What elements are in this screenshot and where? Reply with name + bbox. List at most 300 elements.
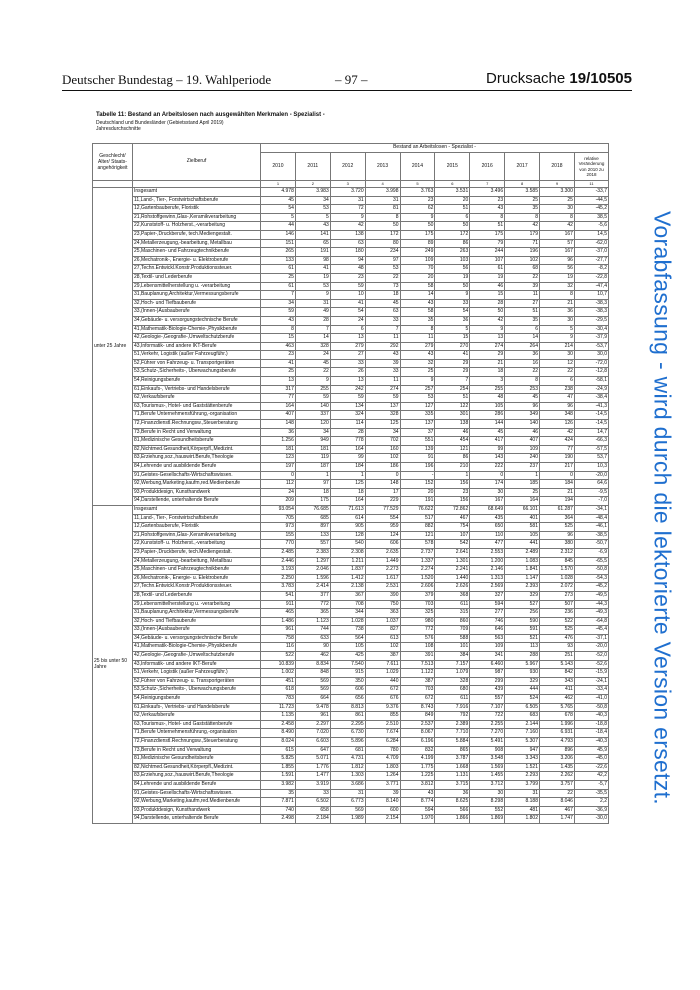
change-cell: -12,8 bbox=[574, 368, 608, 377]
value-cell: 0 bbox=[540, 471, 575, 480]
change-cell: -44,5 bbox=[574, 196, 608, 205]
value-cell: 18 bbox=[470, 368, 505, 377]
change-cell: -30,4 bbox=[574, 325, 608, 334]
value-cell: 3.496 bbox=[470, 188, 505, 197]
value-cell: 915 bbox=[330, 669, 365, 678]
zielberuf-cell: 62,Verkaufsberufe bbox=[133, 394, 261, 403]
value-cell: 9.376 bbox=[365, 703, 400, 712]
value-cell: 33 bbox=[435, 299, 470, 308]
value-cell: 328 bbox=[435, 677, 470, 686]
zielberuf-cell: 94,Darstellende, unterhaltende Berufe bbox=[133, 815, 261, 824]
column-index: 7 bbox=[470, 181, 505, 188]
value-cell: 350 bbox=[330, 677, 365, 686]
zielberuf-cell: 43,Informatik- und andere IKT-Berufe bbox=[133, 660, 261, 669]
table-row bbox=[93, 634, 609, 643]
value-cell: 251 bbox=[540, 652, 575, 661]
value-cell: 11 bbox=[400, 334, 435, 343]
table-row bbox=[93, 359, 609, 368]
change-cell: -5,7 bbox=[574, 780, 608, 789]
value-cell: 31 bbox=[295, 299, 330, 308]
value-cell: 43 bbox=[365, 351, 400, 360]
value-cell: 542 bbox=[435, 540, 470, 549]
value-cell: 2.154 bbox=[365, 815, 400, 824]
value-cell: 19 bbox=[540, 273, 575, 282]
zielberuf-cell: 94,Darstellende, unterhaltende Berufe bbox=[133, 497, 261, 506]
value-cell: 8 bbox=[505, 213, 540, 222]
change-cell: -8,2 bbox=[574, 265, 608, 274]
value-cell: 827 bbox=[365, 626, 400, 635]
value-cell: 28 bbox=[295, 316, 330, 325]
zielberuf-cell: 91,Geistes-Gesellschafts-Wirtschaftswissen. bbox=[133, 789, 261, 798]
value-cell: 1.029 bbox=[365, 669, 400, 678]
value-cell: 1.028 bbox=[540, 574, 575, 583]
value-cell: 53 bbox=[295, 282, 330, 291]
value-cell: 860 bbox=[435, 617, 470, 626]
value-cell: 1.200 bbox=[470, 557, 505, 566]
value-cell: 849 bbox=[400, 712, 435, 721]
value-cell: 42 bbox=[540, 428, 575, 437]
table-row bbox=[93, 394, 609, 403]
watermark-box bbox=[642, 108, 682, 908]
header-drucksache-number: 19/10505 bbox=[569, 70, 632, 87]
value-cell: 11.723 bbox=[261, 703, 296, 712]
table-row bbox=[93, 480, 609, 489]
table-row bbox=[93, 591, 609, 600]
value-cell: 8 bbox=[261, 325, 296, 334]
value-cell: 184 bbox=[330, 463, 365, 472]
table-title: Tabelle 11: Bestand an Arbeitslosen nach ausgewählten Merkmalen - Spezialist - bbox=[96, 112, 325, 118]
value-cell: 1.079 bbox=[435, 669, 470, 678]
value-cell: 7.020 bbox=[295, 729, 330, 738]
value-cell: 563 bbox=[470, 634, 505, 643]
change-cell: -50,8 bbox=[574, 566, 608, 575]
table-row bbox=[93, 652, 609, 661]
value-cell: 29 bbox=[435, 368, 470, 377]
table-row bbox=[93, 445, 609, 454]
value-cell: 3.757 bbox=[540, 780, 575, 789]
value-cell: 54 bbox=[330, 308, 365, 317]
zielberuf-cell: 28,Textil- und Lederberufe bbox=[133, 591, 261, 600]
change-cell: -37,9 bbox=[574, 334, 608, 343]
value-cell: 2.393 bbox=[505, 583, 540, 592]
table-row bbox=[93, 505, 609, 514]
table-row bbox=[93, 669, 609, 678]
value-cell: 2.489 bbox=[505, 548, 540, 557]
value-cell: 45 bbox=[365, 299, 400, 308]
change-cell: -14,5 bbox=[574, 420, 608, 429]
value-cell: 151 bbox=[261, 239, 296, 248]
value-cell: 7.916 bbox=[435, 703, 470, 712]
value-cell: 564 bbox=[330, 634, 365, 643]
value-cell: 6.502 bbox=[295, 798, 330, 807]
value-cell: 1.596 bbox=[295, 574, 330, 583]
table-row bbox=[93, 540, 609, 549]
value-cell: 24 bbox=[261, 488, 296, 497]
value-cell: 164 bbox=[261, 402, 296, 411]
value-cell: 29 bbox=[470, 351, 505, 360]
value-cell: 86 bbox=[435, 239, 470, 248]
table-row bbox=[93, 411, 609, 420]
value-cell: 51 bbox=[505, 308, 540, 317]
value-cell: 51 bbox=[435, 394, 470, 403]
value-cell: 9 bbox=[540, 334, 575, 343]
value-cell: 8 bbox=[505, 377, 540, 386]
value-cell: 1.855 bbox=[261, 763, 296, 772]
value-cell: 7.157 bbox=[435, 660, 470, 669]
zielberuf-cell: Insgesamt bbox=[133, 505, 261, 514]
value-cell: 588 bbox=[435, 634, 470, 643]
value-cell: 274 bbox=[365, 385, 400, 394]
value-cell: 2.485 bbox=[261, 548, 296, 557]
value-cell: 77 bbox=[261, 394, 296, 403]
value-cell: 6.730 bbox=[330, 729, 365, 738]
value-cell: 401 bbox=[505, 514, 540, 523]
value-cell: 109 bbox=[505, 445, 540, 454]
value-cell: 6.931 bbox=[540, 729, 575, 738]
value-cell: 156 bbox=[435, 497, 470, 506]
value-cell: 3.531 bbox=[435, 188, 470, 197]
value-cell: 244 bbox=[470, 248, 505, 257]
table-row bbox=[93, 463, 609, 472]
value-cell: 99 bbox=[330, 454, 365, 463]
table-body bbox=[93, 188, 609, 824]
index-empty bbox=[93, 181, 133, 188]
value-cell: 41 bbox=[330, 299, 365, 308]
value-cell: 780 bbox=[365, 746, 400, 755]
value-cell: 42 bbox=[470, 316, 505, 325]
table-row bbox=[93, 402, 609, 411]
value-cell: 363 bbox=[365, 609, 400, 618]
change-cell: -35,5 bbox=[574, 789, 608, 798]
value-cell: 5.071 bbox=[295, 755, 330, 764]
value-cell: 53 bbox=[295, 205, 330, 214]
value-cell: 961 bbox=[295, 712, 330, 721]
zielberuf-cell: 32,Hoch- und Tiefbauberufe bbox=[133, 617, 261, 626]
value-cell: 337 bbox=[295, 411, 330, 420]
zielberuf-cell: 31,Bauplanung,Architektur,Vermessungsberufe bbox=[133, 291, 261, 300]
value-cell: 80 bbox=[365, 239, 400, 248]
zielberuf-cell: 51,Verkehr, Logistik (außer Fahrzeugführ.) bbox=[133, 669, 261, 678]
value-cell: 93.054 bbox=[261, 505, 296, 514]
value-cell: 31 bbox=[365, 196, 400, 205]
table-row bbox=[93, 583, 609, 592]
table-row bbox=[93, 806, 609, 815]
value-cell: 4.709 bbox=[365, 755, 400, 764]
value-cell: 25 bbox=[540, 196, 575, 205]
value-cell: 12 bbox=[540, 359, 575, 368]
value-cell: 164 bbox=[330, 445, 365, 454]
value-cell: 98 bbox=[295, 256, 330, 265]
value-cell: 703 bbox=[400, 600, 435, 609]
value-cell: 5 bbox=[261, 213, 296, 222]
column-index: 5 bbox=[400, 181, 435, 188]
value-cell: 930 bbox=[505, 669, 540, 678]
value-cell: 476 bbox=[540, 634, 575, 643]
value-cell: 102 bbox=[365, 643, 400, 652]
value-cell: 133 bbox=[261, 256, 296, 265]
value-cell: 61 bbox=[470, 265, 505, 274]
value-cell: 865 bbox=[435, 746, 470, 755]
zielberuf-cell: 12,Gartenbauberufe, Floristik bbox=[133, 523, 261, 532]
value-cell: 9 bbox=[435, 291, 470, 300]
column-index: 4 bbox=[365, 181, 400, 188]
value-cell: 15 bbox=[261, 334, 296, 343]
value-cell: 8 bbox=[400, 325, 435, 334]
value-cell: 451 bbox=[261, 677, 296, 686]
value-cell: 2.144 bbox=[505, 720, 540, 729]
value-cell: 387 bbox=[400, 677, 435, 686]
value-cell: 9 bbox=[330, 213, 365, 222]
value-cell: 364 bbox=[540, 514, 575, 523]
value-cell: 126 bbox=[540, 420, 575, 429]
value-cell: 5 bbox=[295, 213, 330, 222]
value-cell: 61.287 bbox=[540, 505, 575, 514]
value-cell: 1.812 bbox=[330, 763, 365, 772]
value-cell: 194 bbox=[540, 497, 575, 506]
value-cell: 240 bbox=[505, 454, 540, 463]
zielberuf-cell: 12,Gartenbauberufe, Floristik bbox=[133, 205, 261, 214]
value-cell: 36 bbox=[540, 308, 575, 317]
change-cell: -57,5 bbox=[574, 445, 608, 454]
value-cell: 175 bbox=[295, 497, 330, 506]
value-cell: 329 bbox=[505, 677, 540, 686]
zielberuf-cell: 24,Metallerzeugung,-bearbeitung, Metallbau bbox=[133, 557, 261, 566]
value-cell: 1.028 bbox=[330, 617, 365, 626]
value-cell: 3.998 bbox=[365, 188, 400, 197]
value-cell: 73 bbox=[365, 282, 400, 291]
value-cell: 783 bbox=[261, 695, 296, 704]
value-cell: 26 bbox=[330, 368, 365, 377]
value-cell: 367 bbox=[330, 591, 365, 600]
value-cell: 7.710 bbox=[435, 729, 470, 738]
change-cell: -65,5 bbox=[574, 557, 608, 566]
value-cell: 33 bbox=[295, 789, 330, 798]
value-cell: 7.270 bbox=[470, 729, 505, 738]
value-cell: 5.896 bbox=[330, 738, 365, 747]
value-cell: 18 bbox=[365, 291, 400, 300]
value-cell: 59 bbox=[330, 394, 365, 403]
value-cell: 11 bbox=[365, 377, 400, 386]
value-cell: 43 bbox=[295, 222, 330, 231]
value-cell: 89 bbox=[400, 239, 435, 248]
change-cell: -15,9 bbox=[574, 669, 608, 678]
value-cell: 33 bbox=[365, 368, 400, 377]
change-cell: -40,3 bbox=[574, 738, 608, 747]
value-cell: 424 bbox=[540, 437, 575, 446]
change-cell: 14,5 bbox=[574, 230, 608, 239]
value-cell: 167 bbox=[540, 230, 575, 239]
change-cell: -49,5 bbox=[574, 591, 608, 600]
value-cell: 62 bbox=[400, 205, 435, 214]
watermark-text: Vorabfassung - wird durch die lektorierte Version ersetzt. bbox=[649, 211, 676, 805]
value-cell: 8.813 bbox=[330, 703, 365, 712]
value-cell: 1.837 bbox=[330, 566, 365, 575]
value-cell: 341 bbox=[470, 652, 505, 661]
value-cell: 1.591 bbox=[261, 772, 296, 781]
zielberuf-cell: 28,Textil- und Lederberufe bbox=[133, 273, 261, 282]
value-cell: 481 bbox=[505, 806, 540, 815]
value-cell: 50 bbox=[435, 282, 470, 291]
table-row bbox=[93, 763, 609, 772]
zielberuf-cell: 63,Tourismus-, Hotel- und Gaststättenberufe bbox=[133, 720, 261, 729]
value-cell: 53 bbox=[365, 265, 400, 274]
value-cell: 467 bbox=[435, 514, 470, 523]
value-cell: 43 bbox=[400, 299, 435, 308]
value-cell: 7.107 bbox=[470, 703, 505, 712]
value-cell: 5.967 bbox=[505, 660, 540, 669]
value-cell: 59 bbox=[261, 308, 296, 317]
table-row bbox=[93, 316, 609, 325]
change-cell: -24,1 bbox=[574, 677, 608, 686]
value-cell: 1.477 bbox=[295, 772, 330, 781]
zielberuf-cell: 91,Geistes-Gesellschafts-Wirtschaftswissen. bbox=[133, 471, 261, 480]
table-row bbox=[93, 188, 609, 197]
value-cell: 1.147 bbox=[505, 574, 540, 583]
table-row bbox=[93, 497, 609, 506]
value-cell: 407 bbox=[261, 411, 296, 420]
value-cell: 467 bbox=[540, 806, 575, 815]
value-cell: 30 bbox=[470, 789, 505, 798]
table-row bbox=[93, 660, 609, 669]
table-row bbox=[93, 548, 609, 557]
value-cell: 125 bbox=[365, 420, 400, 429]
value-cell: 647 bbox=[295, 746, 330, 755]
value-cell: 76.685 bbox=[295, 505, 330, 514]
value-cell: 6.460 bbox=[470, 660, 505, 669]
value-cell: 50 bbox=[470, 308, 505, 317]
value-cell: 387 bbox=[365, 652, 400, 661]
change-cell: -27,7 bbox=[574, 256, 608, 265]
zielberuf-cell: 29,Lebensmittelherstellung u. -verarbeitung bbox=[133, 282, 261, 291]
value-cell: 54 bbox=[435, 308, 470, 317]
value-cell: 292 bbox=[365, 342, 400, 351]
value-cell: 0 bbox=[261, 471, 296, 480]
value-cell: - bbox=[400, 471, 435, 480]
value-cell: 96 bbox=[505, 402, 540, 411]
value-cell: 59 bbox=[330, 282, 365, 291]
value-cell: 93 bbox=[540, 643, 575, 652]
value-cell: 3.783 bbox=[261, 583, 296, 592]
value-cell: 27 bbox=[505, 299, 540, 308]
value-cell: 156 bbox=[435, 480, 470, 489]
value-cell: 249 bbox=[400, 248, 435, 257]
change-cell: -72,0 bbox=[574, 359, 608, 368]
value-cell: 703 bbox=[400, 686, 435, 695]
value-cell: 44 bbox=[261, 222, 296, 231]
value-cell: 633 bbox=[295, 634, 330, 643]
value-cell: 21 bbox=[540, 488, 575, 497]
change-cell: -49,3 bbox=[574, 609, 608, 618]
value-cell: 255 bbox=[295, 385, 330, 394]
table-row bbox=[93, 772, 609, 781]
value-cell: 792 bbox=[435, 712, 470, 721]
value-cell: 134 bbox=[330, 402, 365, 411]
value-cell: 186 bbox=[365, 463, 400, 472]
value-cell: 47 bbox=[540, 394, 575, 403]
change-cell: -20,0 bbox=[574, 643, 608, 652]
value-cell: 116 bbox=[261, 643, 296, 652]
value-cell: 417 bbox=[470, 437, 505, 446]
value-cell: 664 bbox=[295, 695, 330, 704]
value-cell: 61 bbox=[261, 282, 296, 291]
value-cell: 35 bbox=[261, 789, 296, 798]
zielberuf-cell: 73,Berufe in Recht und Verwaltung bbox=[133, 428, 261, 437]
value-cell: 2.553 bbox=[470, 548, 505, 557]
change-cell: -45,4 bbox=[574, 626, 608, 635]
value-cell: 119 bbox=[295, 454, 330, 463]
value-cell: 2.184 bbox=[295, 815, 330, 824]
table-period: Jahresdurchschnitte bbox=[96, 126, 141, 132]
value-cell: 167 bbox=[470, 497, 505, 506]
zielberuf-cell: 41,Mathematik-Biologie-Chemie-,Physikberufe bbox=[133, 325, 261, 334]
zielberuf-cell: 26,Mechatronik-, Energie- u. Elektroberufe bbox=[133, 256, 261, 265]
zielberuf-cell: 73,Berufe in Recht und Verwaltung bbox=[133, 746, 261, 755]
table-row bbox=[93, 523, 609, 532]
value-cell: 172 bbox=[365, 230, 400, 239]
value-cell: 517 bbox=[400, 514, 435, 523]
zielberuf-cell: 82,Nichtmed.Gesundheit,Körperpfl.,Medizint. bbox=[133, 763, 261, 772]
value-cell: 1.435 bbox=[540, 763, 575, 772]
value-cell: 980 bbox=[400, 617, 435, 626]
value-cell: 772 bbox=[400, 626, 435, 635]
table-row bbox=[93, 308, 609, 317]
table-row bbox=[93, 273, 609, 282]
value-cell: 407 bbox=[505, 437, 540, 446]
value-cell: 557 bbox=[295, 540, 330, 549]
change-cell: -36,9 bbox=[574, 806, 608, 815]
value-cell: 1.570 bbox=[540, 566, 575, 575]
value-cell: 672 bbox=[365, 686, 400, 695]
value-cell: 1.264 bbox=[365, 772, 400, 781]
value-cell: 911 bbox=[261, 600, 296, 609]
value-cell: 279 bbox=[330, 342, 365, 351]
value-cell: 2.414 bbox=[295, 583, 330, 592]
zielberuf-cell: 81,Medizinische Gesundheitsberufe bbox=[133, 755, 261, 764]
value-cell: 36 bbox=[505, 351, 540, 360]
table-row bbox=[93, 798, 609, 807]
value-cell: 36 bbox=[261, 428, 296, 437]
value-cell: 1.449 bbox=[365, 557, 400, 566]
zielberuf-cell: 29,Lebensmittelherstellung u. -verarbeitung bbox=[133, 600, 261, 609]
zielberuf-cell: 93,Produktdesign, Kunsthandwerk bbox=[133, 488, 261, 497]
value-cell: 30 bbox=[540, 205, 575, 214]
value-cell: 594 bbox=[400, 806, 435, 815]
value-cell: 30 bbox=[540, 351, 575, 360]
value-cell: 22 bbox=[540, 368, 575, 377]
value-cell: 35 bbox=[400, 316, 435, 325]
value-cell: 521 bbox=[505, 634, 540, 643]
value-cell: 2.498 bbox=[261, 815, 296, 824]
change-cell: -9,5 bbox=[574, 488, 608, 497]
value-cell: 2.312 bbox=[540, 548, 575, 557]
value-cell: 8 bbox=[365, 213, 400, 222]
table-row bbox=[93, 213, 609, 222]
value-cell: 133 bbox=[295, 531, 330, 540]
change-cell: 30,0 bbox=[574, 351, 608, 360]
value-cell: 22 bbox=[295, 368, 330, 377]
table-row bbox=[93, 626, 609, 635]
zielberuf-cell: 83,Erziehung,soz.,hauswirt.Berufe,Theologie bbox=[133, 454, 261, 463]
table-row bbox=[93, 205, 609, 214]
table-row bbox=[93, 428, 609, 437]
zielberuf-cell: 84,Lehrende und ausbildende Berufe bbox=[133, 463, 261, 472]
value-cell: 614 bbox=[330, 514, 365, 523]
value-cell: 13 bbox=[261, 377, 296, 386]
value-cell: 770 bbox=[261, 540, 296, 549]
value-cell: 1.297 bbox=[295, 557, 330, 566]
value-cell: 187 bbox=[295, 463, 330, 472]
table-row bbox=[93, 488, 609, 497]
